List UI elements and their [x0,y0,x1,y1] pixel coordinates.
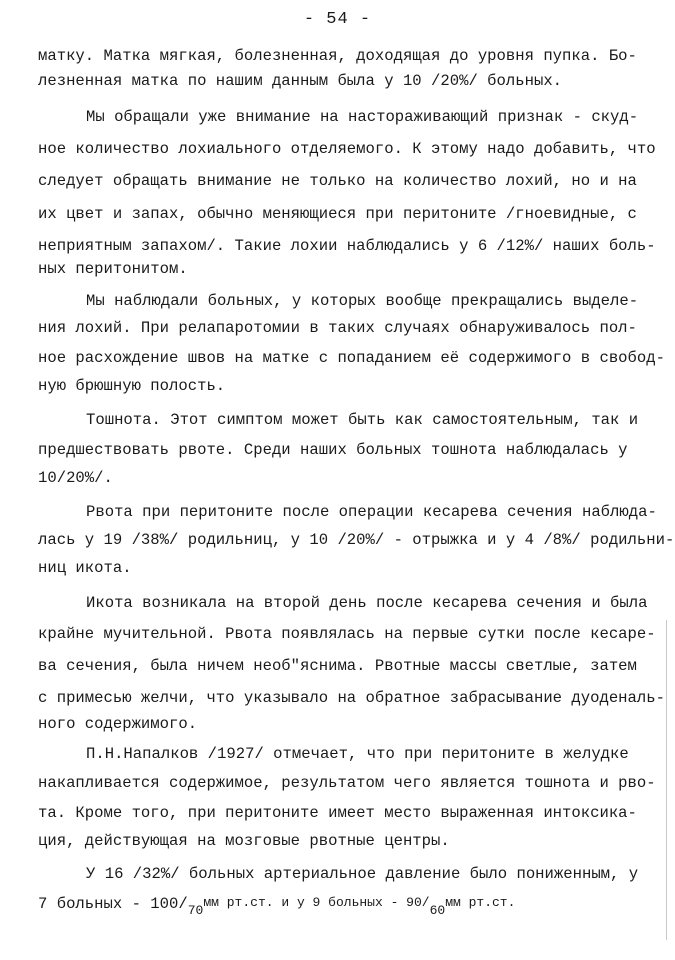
text-line: ниц икота. [38,559,132,577]
text-line: Тошнота. Этот симптом может быть как самостоятельным, так и [86,411,639,429]
text-line: их цвет и запах, обычно меняющиеся при перитоните /гноевидные, с [38,205,637,223]
text-line: ния лохий. При релапаротомии в таких случаях обнаруживалось пол- [38,319,637,337]
bp-unit-1: мм рт.ст. и у 9 больных - 90/ [203,895,430,910]
text-line: лась у 19 /38%/ родильниц, у 10 /20%/ - отрыжка и у 4 /8%/ родильни- [38,531,675,549]
text-line: матку. Матка мягкая, болезненная, доходящая до уровня пупка. Бо- [38,47,637,65]
bp-subscript-1: 70 [187,903,204,918]
text-line: Мы обращали уже внимание на настораживающий признак - скуд- [86,108,639,126]
text-line: неприятным запахом/. Такие лохии наблюдались у 6 /12%/ наших боль- [38,237,656,255]
text-line: с примесью желчи, что указывало на обратное забрасывание дуоденаль- [38,689,665,707]
text-line: ных перитонитом. [38,260,188,278]
text-line: та. Кроме того, при перитоните имеет место выраженная интоксика- [38,804,637,822]
text-line: Рвота при перитоните после операции кесарева сечения наблюда- [86,503,657,521]
text-line: предшествовать рвоте. Среди наших больных тошнота наблюдалась у [38,441,628,459]
text-line: ного содержимого. [38,715,198,733]
text-line: ную брюшную полость. [38,377,226,395]
text-line: 10/20%/. [38,469,113,487]
text-line: следует обращать внимание не только на количество лохий, но и на [38,172,637,190]
text-line: У 16 /32%/ больных артериальное давление было пониженным, у [86,865,639,883]
text-line: лезненная матка по нашим данным была у 10 /20%/ больных. [38,72,563,90]
text-line: ция, действующая на мозговые рвотные центры. [38,832,450,850]
text-line: накапливается содержимое, результатом чего является тошнота и рво- [38,774,656,792]
text-line: ва сечения, была ничем необ"яснима. Рвотные массы светлые, затем [38,657,637,675]
bp-text-1: 7 больных - 100/ [38,895,188,913]
text-line: ное количество лохиального отделяемого. К этому надо добавить, что [38,140,656,158]
text-line: крайне мучительной. Рвота появлялась на первые сутки после кесаре- [38,625,656,643]
text-line-blood-pressure [38,894,516,918]
text-line: Икота возникала на второй день после кесарева сечения и была [86,594,648,612]
page-edge-line [666,620,667,940]
bp-subscript-2: 60 [429,903,446,918]
text-line: Мы наблюдали больных, у которых вообще прекращались выделе- [86,292,639,310]
bp-unit-2: мм рт.ст. [445,895,516,910]
page-number: - 54 - [303,10,372,29]
text-line: П.Н.Напалков /1927/ отмечает, что при перитоните в желудке [86,745,629,763]
text-line: ное расхождение швов на матке с попаданием её содержимого в свобод- [38,349,665,367]
